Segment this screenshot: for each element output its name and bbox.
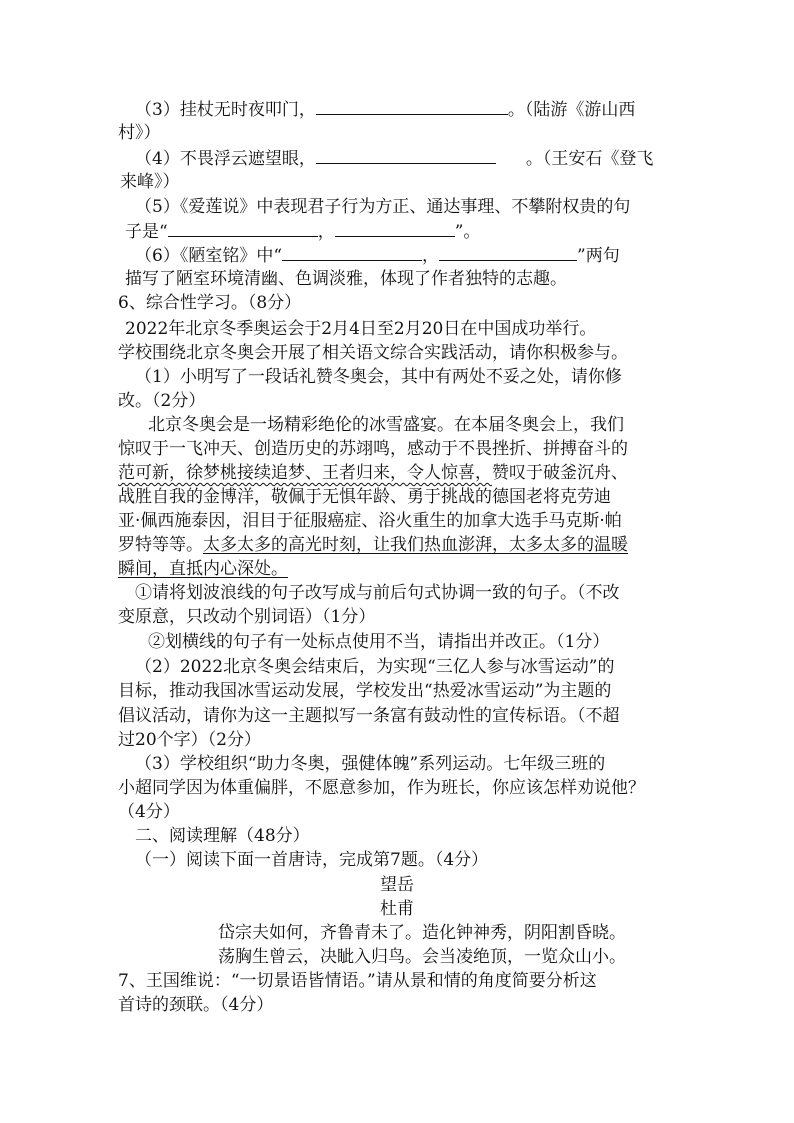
q6-sub2-line3: 倡议活动，请你为这一主题拟写一条富有鼓动性的宣传标语。（不超 — [118, 706, 620, 726]
q6-intro-line2: 学校围绕北京冬奥会开展了相关语文综合实践活动，请你积极参与。 — [118, 343, 628, 363]
answer-blank[interactable] — [316, 98, 508, 115]
underlined-sentence-end: 瞬间，直抵内心深处。 — [118, 559, 288, 579]
comma: ， — [317, 222, 335, 242]
q5-item6-suffix: ”两句 — [577, 246, 620, 266]
q5-item4-prompt: （4）不畏浮云遮望眼， — [135, 149, 316, 169]
q6-sub3-line1: （3）学校组织“助力冬奥，强健体魄”系列运动。七年级三班的 — [135, 754, 606, 774]
q7-line2: 首诗的颈联。（4分） — [118, 995, 274, 1015]
answer-blank[interactable] — [316, 147, 496, 164]
q5-item3-line1 — [135, 98, 635, 121]
q6-sub2-line2: 目标，推动我国冰雪运动发展，学校发出“热爱冰雪运动”为主题的 — [118, 681, 612, 701]
q6-sub1-q1-line1: ①请将划波浪线的句子改写成与前后句式协调一致的句子。（不改 — [135, 583, 620, 603]
passage-line7 — [118, 558, 288, 580]
q6-heading: 6、综合性学习。（8分） — [118, 293, 302, 313]
q5-item6-line1 — [135, 244, 620, 267]
passage-text: 赞叹于破釜沉舟、 — [492, 463, 628, 483]
answer-blank[interactable] — [335, 220, 455, 237]
comma: ， — [422, 246, 440, 266]
passage-line2: 惊叹于一飞冲天、创造历史的苏翊鸣，感动于不畏挫折、拼搏奋斗的 — [118, 439, 628, 459]
passage-line1: 北京冬奥会是一场精彩绝伦的冰雪盛宴。在本届冬奥会上，我们 — [148, 415, 624, 435]
poem-line2: 荡胸生曾云，决眦入归鸟。会当凌绝顶，一览众山小。 — [218, 947, 626, 967]
poem-title: 望岳 — [380, 875, 414, 895]
q6-sub1-line2: 改。（2分） — [118, 391, 206, 411]
answer-blank[interactable] — [168, 220, 318, 237]
q6-sub2-line1: （2）2022北京冬奥会结束后，为实现“三亿人参与冰雪运动”的 — [135, 657, 615, 677]
q5-item3-source: 。（陆游《游山西 — [507, 100, 636, 120]
q6-sub2-line4: 过20个字）（2分） — [118, 730, 261, 750]
q6-sub1-q2: ②划横线的句子有一处标点使用不当，请指出并改正。（1分） — [148, 632, 610, 652]
q5-item5-prefix: 子是“ — [125, 222, 168, 242]
poem-author: 杜甫 — [380, 899, 414, 919]
answer-blank[interactable] — [439, 244, 577, 261]
q5-item5-line2 — [125, 220, 480, 243]
passage-line6 — [118, 534, 628, 556]
q6-sub3-line3: （4分） — [118, 802, 180, 822]
closing-quote: ”。 — [454, 222, 481, 242]
section2-heading: 二、阅读理解（48分） — [135, 826, 310, 846]
q6-intro-line1: 2022年北京冬季奥运会于2月4日至2月20日在中国成功举行。 — [125, 319, 597, 339]
passage-line5: 亚·佩西施泰因，泪目于征服癌症、浴火重生的加拿大选手马克斯·帕 — [118, 511, 622, 531]
q5-item4-source: 。（王安石《登飞 — [525, 149, 654, 169]
wavy-underlined-sentence: 范可新，徐梦桃接续追梦、王者归来，令人惊喜， — [118, 463, 492, 483]
poem-line1: 岱宗夫如何，齐鲁青未了。造化钟神秀，阴阳割昏晓。 — [218, 923, 626, 943]
section2-part1: （一）阅读下面一首唐诗，完成第7题。（4分） — [135, 850, 489, 870]
q7-line1: 7、王国维说：“一切景语皆情语。”请从景和情的角度简要分析这 — [118, 971, 597, 991]
q5-item4-line2: 来峰》） — [120, 172, 180, 192]
q5-item3-prompt: （3）挂杖无时夜叩门， — [135, 100, 316, 120]
q5-item5-line1: （5）《爱莲说》中表现君子行为方正、通达事理、不攀附权贵的句 — [135, 197, 631, 217]
q5-item3-line2: 村》） — [118, 123, 161, 143]
passage-line4: 战胜自我的金博洋，敬佩于无惧年龄、勇于挑战的德国老将克劳迪 — [118, 487, 611, 507]
q6-sub1-q1-line2: 变原意，只改动个别词语）（1分） — [118, 607, 376, 627]
q6-sub3-line2: 小超同学因为体重偏胖，不愿意参加，作为班长，你应该怎样劝说他？ — [118, 778, 645, 798]
passage-text: 罗特等等。 — [118, 535, 203, 555]
q5-item6-prefix: （6）《陋室铭》中“ — [135, 246, 283, 266]
underlined-sentence: 太多太多的高光时刻，让我们热血澎湃，太多太多的温暖 — [203, 535, 628, 555]
q5-item4-line1 — [135, 147, 653, 170]
passage-line3 — [118, 462, 628, 484]
q6-sub1-line1: （1）小明写了一段话礼赞冬奥会，其中有两处不妥之处，请你修 — [135, 367, 622, 387]
answer-blank[interactable] — [282, 244, 422, 261]
q5-item6-line2: 描写了陋室环境清幽、色调淡雅，体现了作者独特的志趣。 — [125, 269, 567, 289]
